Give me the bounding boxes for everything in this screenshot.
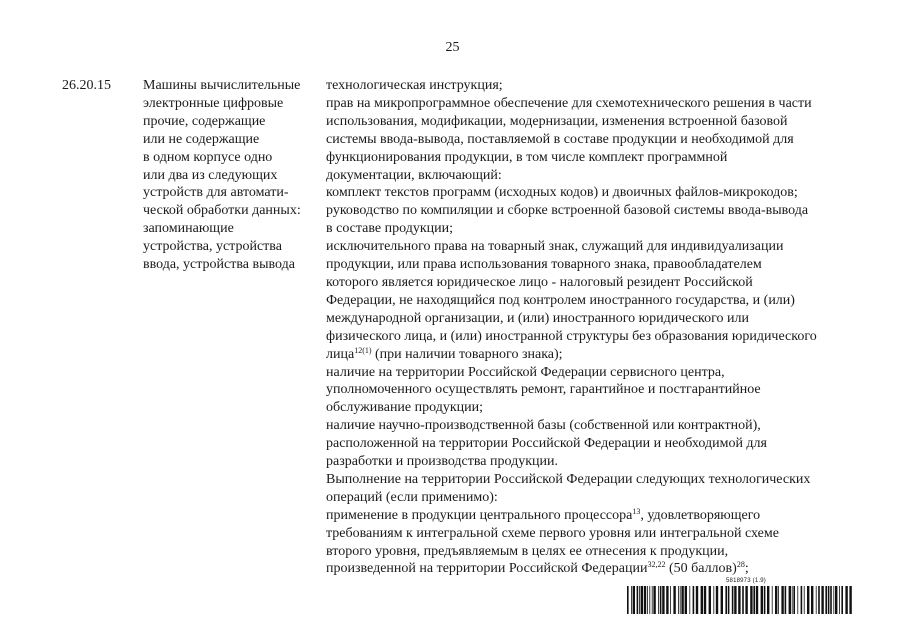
barcode-bar <box>845 586 847 614</box>
barcode-bar <box>652 586 653 614</box>
requirement-line: в составе продукции; <box>326 221 454 237</box>
barcode-bar <box>742 586 744 614</box>
barcode-bar <box>830 586 832 614</box>
barcode-bar <box>639 586 640 614</box>
barcode-bar <box>801 586 803 614</box>
product-name-line: устройства, устройства <box>143 239 282 255</box>
barcode-bar <box>637 586 639 614</box>
barcode-bar <box>658 586 659 614</box>
product-name <box>143 77 323 274</box>
barcode-bar <box>709 586 711 614</box>
barcode-bar <box>841 586 843 614</box>
barcode-bar <box>775 586 777 614</box>
requirement-line: технологическая инструкция; <box>326 78 503 93</box>
requirement-text: , удовлетворяющего <box>640 507 761 523</box>
requirement-line: второго уровня, предъявляемым в целях ее отнесения к продукции, <box>326 543 729 559</box>
requirement-line <box>326 346 866 364</box>
barcode-bar <box>793 586 795 614</box>
barcode-bar <box>745 586 747 614</box>
barcode-bar <box>627 586 629 614</box>
requirement-line: функционирования продукции, в том числе комплект программной <box>326 149 728 165</box>
barcode-bar <box>792 586 793 614</box>
requirement-line: уполномоченного осуществлять ремонт, гарантийное и постгарантийное <box>326 382 761 398</box>
barcode-bar <box>704 586 706 614</box>
requirement-text: (при наличии товарного знака); <box>371 346 563 362</box>
requirement-text: (50 баллов) <box>665 561 737 577</box>
barcode-bar <box>839 586 840 614</box>
requirements-text <box>326 77 866 578</box>
requirement-line: использования, модификации, модернизации, изменения встроенной базовой <box>326 113 788 129</box>
barcode-bar <box>685 586 687 614</box>
requirement-line <box>326 560 866 578</box>
barcode-bar <box>761 586 763 614</box>
barcode-bar <box>644 586 646 614</box>
product-name-line: запоминающие <box>143 221 234 237</box>
barcode-bar <box>734 586 736 614</box>
barcode-bar <box>750 586 752 614</box>
barcode-bar <box>828 586 830 614</box>
requirement-line: прав на микропрограммное обеспечение для схемотехнического решения в части <box>326 95 812 111</box>
requirement-line: системы ввода-вывода, поставляемой в составе продукции и необходимой для <box>326 131 794 147</box>
product-name-line: устройств для автомати- <box>143 185 289 201</box>
barcode-bar <box>738 586 740 614</box>
requirement-line: Федерации, не находящийся под контролем иностранного государства, и (или) <box>326 292 795 308</box>
requirement-text: произведенной на территории Российской Федерации <box>326 561 648 577</box>
barcode-bar <box>756 586 758 614</box>
barcode-bar <box>825 586 827 614</box>
product-name-line: Машины вычислительные <box>143 78 301 93</box>
barcode-bar <box>641 586 643 614</box>
okpd-code: 26.20.15 <box>62 78 111 93</box>
requirement-line: расположенной на территории Российской Федерации и необходимой для <box>326 436 767 452</box>
footnote-ref: 13 <box>632 506 641 516</box>
barcode-bar <box>789 586 791 614</box>
barcode-bar <box>811 586 813 614</box>
requirement-line: которого является юридическое лицо - налоговый резидент Российской <box>326 274 753 290</box>
barcode-bar <box>716 586 718 614</box>
barcode-bar <box>666 586 668 614</box>
product-name-line: ввода, устройства вывода <box>143 257 295 273</box>
page-number: 25 <box>445 40 460 55</box>
barcode-bar <box>797 586 798 614</box>
footnote-ref: 12(1) <box>354 345 372 355</box>
footnote-ref: 32,22 <box>647 560 666 570</box>
barcode-bar <box>693 586 695 614</box>
product-name-line: в одном корпусе одно <box>143 149 273 165</box>
barcode-bar <box>835 586 837 614</box>
barcode-bar <box>816 586 817 614</box>
product-name-line: или два из следующих <box>143 167 278 183</box>
barcode-bar <box>781 586 783 614</box>
barcode-bar <box>753 586 755 614</box>
barcode-bar <box>649 586 650 614</box>
barcode-bar <box>764 586 766 614</box>
requirement-line: руководство по компиляции и сборке встроенной базовой системы ввода-вывода <box>326 203 809 219</box>
barcode-bar <box>833 586 834 614</box>
product-name-line: электронные цифровые <box>143 95 284 111</box>
barcode-bar <box>647 586 648 614</box>
requirement-line: физического лица, и (или) иностранной структуры без образования юридического <box>326 328 817 344</box>
barcode-bar <box>728 586 730 614</box>
barcode-caption: 5818973 (1.9) <box>726 578 766 584</box>
barcode-bar <box>725 586 727 614</box>
requirement-line: продукции, или права использования товарного знака, правообладателем <box>326 257 762 273</box>
barcode-bar <box>732 586 734 614</box>
barcode-bar <box>660 586 662 614</box>
requirement-line: международной организации, и (или) иностранного юридического или <box>326 310 749 326</box>
requirement-line: исключительного права на товарный знак, служащий для индивидуализации <box>326 239 784 255</box>
requirement-text: ; <box>744 561 749 577</box>
requirement-text: применение в продукции центрального процессора <box>326 507 633 523</box>
barcode-bar <box>680 586 681 614</box>
product-name-line: прочие, содержащие <box>143 113 266 129</box>
requirement-line: наличие научно-производственной базы (собственной или контрактной), <box>326 418 761 434</box>
requirement-line: документации, включающий: <box>326 167 502 183</box>
requirement-line: обслуживание продукции; <box>326 400 484 416</box>
requirement-line: комплект текстов программ (исходных кодов) и двоичных файлов-микрокодов; <box>326 185 798 201</box>
barcode-bar <box>818 586 820 614</box>
barcode-bar <box>767 586 769 614</box>
requirement-text: лица <box>326 346 355 362</box>
barcode-bar <box>681 586 683 614</box>
barcode-bar <box>821 586 823 614</box>
barcode-bar <box>785 586 787 614</box>
barcode-bar <box>673 586 675 614</box>
footnote-ref: 28 <box>736 560 745 570</box>
requirement-line: операций (если применимо): <box>326 489 498 505</box>
barcode-bar <box>678 586 679 614</box>
barcode-bar <box>721 586 723 614</box>
barcode-bar <box>653 586 655 614</box>
barcode-bar <box>778 586 779 614</box>
requirement-line: разработки и производства продукции. <box>326 454 559 470</box>
barcode-bar <box>696 586 698 614</box>
requirement-line: наличие на территории Российской Федерации сервисного центра, <box>326 364 725 380</box>
barcode-bar <box>713 586 714 614</box>
barcode-bar <box>633 586 635 614</box>
requirement-line <box>326 507 866 525</box>
requirement-line: требованиям к интегральной схеме первого уровня или интегральной схеме <box>326 525 779 541</box>
barcode-bar <box>807 586 809 614</box>
product-name-line: ческой обработки данных: <box>143 203 301 219</box>
barcode-bar <box>662 586 664 614</box>
barcode-bar <box>631 586 632 614</box>
barcode-bar <box>772 586 773 614</box>
barcode-bar <box>689 586 690 614</box>
barcode-bar <box>670 586 671 614</box>
barcode-bar <box>701 586 703 614</box>
barcode-bar <box>849 586 851 614</box>
product-name-line: или не содержащие <box>143 131 260 147</box>
requirement-line: Выполнение на территории Российской Федерации следующих технологических <box>326 471 811 487</box>
barcode-image <box>627 586 853 614</box>
barcode-bar <box>804 586 805 614</box>
